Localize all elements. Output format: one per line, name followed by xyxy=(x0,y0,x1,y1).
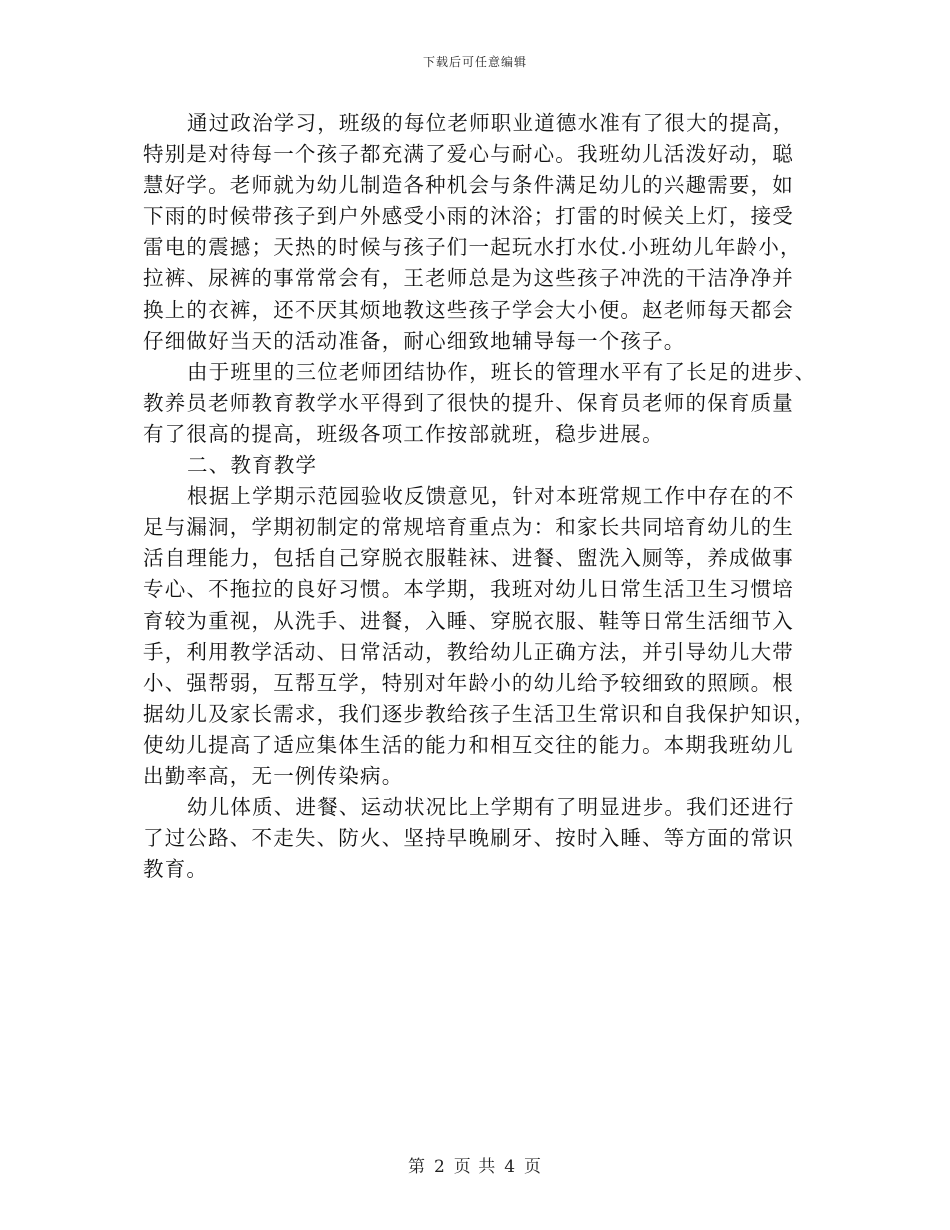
text-line: 幼儿体质、进餐、运动状况比上学期有了明显进步。我们还进行 xyxy=(187,795,795,820)
text-line: 下雨的时候带孩子到户外感受小雨的沐浴；打雷的时候关上灯，接受 xyxy=(143,204,794,229)
text-line: 活自理能力，包括自己穿脱衣服鞋袜、进餐、盥洗入厕等，养成做事 xyxy=(143,546,794,571)
text-line: 了过公路、不走失、防火、坚持早晚刷牙、按时入睡、等方面的常识 xyxy=(143,826,794,851)
text-line: 育较为重视，从洗手、进餐，入睡、穿脱衣服、鞋等日常生活细节入 xyxy=(143,608,794,633)
section-heading: 二、教育教学 xyxy=(187,453,318,478)
text-line: 特别是对待每一个孩子都充满了爱心与耐心。我班幼儿活泼好动，聪 xyxy=(143,142,794,167)
page-middle: 页 共 xyxy=(453,1157,497,1177)
text-line: 慧好学。老师就为幼儿制造各种机会与条件满足幼儿的兴趣需要，如 xyxy=(143,173,794,198)
text-line: 由于班里的三位老师团结协作，班长的管理水平有了长足的进步、 xyxy=(187,359,817,384)
document-body xyxy=(143,108,823,885)
page-current: 2 xyxy=(433,1157,446,1177)
text-line: 通过政治学习，班级的每位老师职业道德水准有了很大的提高， xyxy=(187,111,795,135)
text-line: 使幼儿提高了适应集体生活的能力和相互交往的能力。本期我班幼儿 xyxy=(143,732,794,757)
page-total: 4 xyxy=(504,1157,517,1177)
text-line: 专心、不拖拉的良好习惯。本学期，我班对幼儿日常生活卫生习惯培 xyxy=(143,577,794,602)
text-line: 仔细做好当天的活动准备，耐心细致地辅导每一个孩子。 xyxy=(143,328,686,353)
text-line: 足与漏洞，学期初制定的常规培育重点为：和家长共同培育幼儿的生 xyxy=(143,515,794,540)
page-number-footer xyxy=(0,1152,950,1177)
text-line: 有了很高的提高，班级各项工作按部就班，稳步进展。 xyxy=(143,421,664,446)
text-line: 换上的衣裤，还不厌其烦地教这些孩子学会大小便。赵老师每天都会 xyxy=(143,297,794,322)
page-header-note: 下载后可任意编辑 xyxy=(422,55,527,69)
text-line: 根据上学期示范园验收反馈意见，针对本班常规工作中存在的不 xyxy=(187,484,795,509)
text-line: 据幼儿及家长需求，我们逐步教给孩子生活卫生常识和自我保护知识， xyxy=(143,701,816,726)
text-line: 出勤率高，无一例传染病。 xyxy=(143,763,404,788)
text-line: 小、强帮弱，互帮互学，特别对年龄小的幼儿给予较细致的照顾。根 xyxy=(143,670,794,695)
text-line: 教育。 xyxy=(143,857,209,882)
page-suffix: 页 xyxy=(524,1157,543,1177)
text-line: 教养员老师教育教学水平得到了很快的提升、保育员老师的保育质量 xyxy=(143,390,794,415)
text-line: 手，利用教学活动、日常活动，教给幼儿正确方法，并引导幼儿大带 xyxy=(143,639,794,664)
page-prefix: 第 xyxy=(407,1157,426,1177)
text-line: 雷电的震撼；天热的时候与孩子们一起玩水打水仗.小班幼儿年龄小， xyxy=(143,235,802,260)
text-line: 拉裤、尿裤的事常常会有，王老师总是为这些孩子冲洗的干洁净净并 xyxy=(143,266,794,291)
